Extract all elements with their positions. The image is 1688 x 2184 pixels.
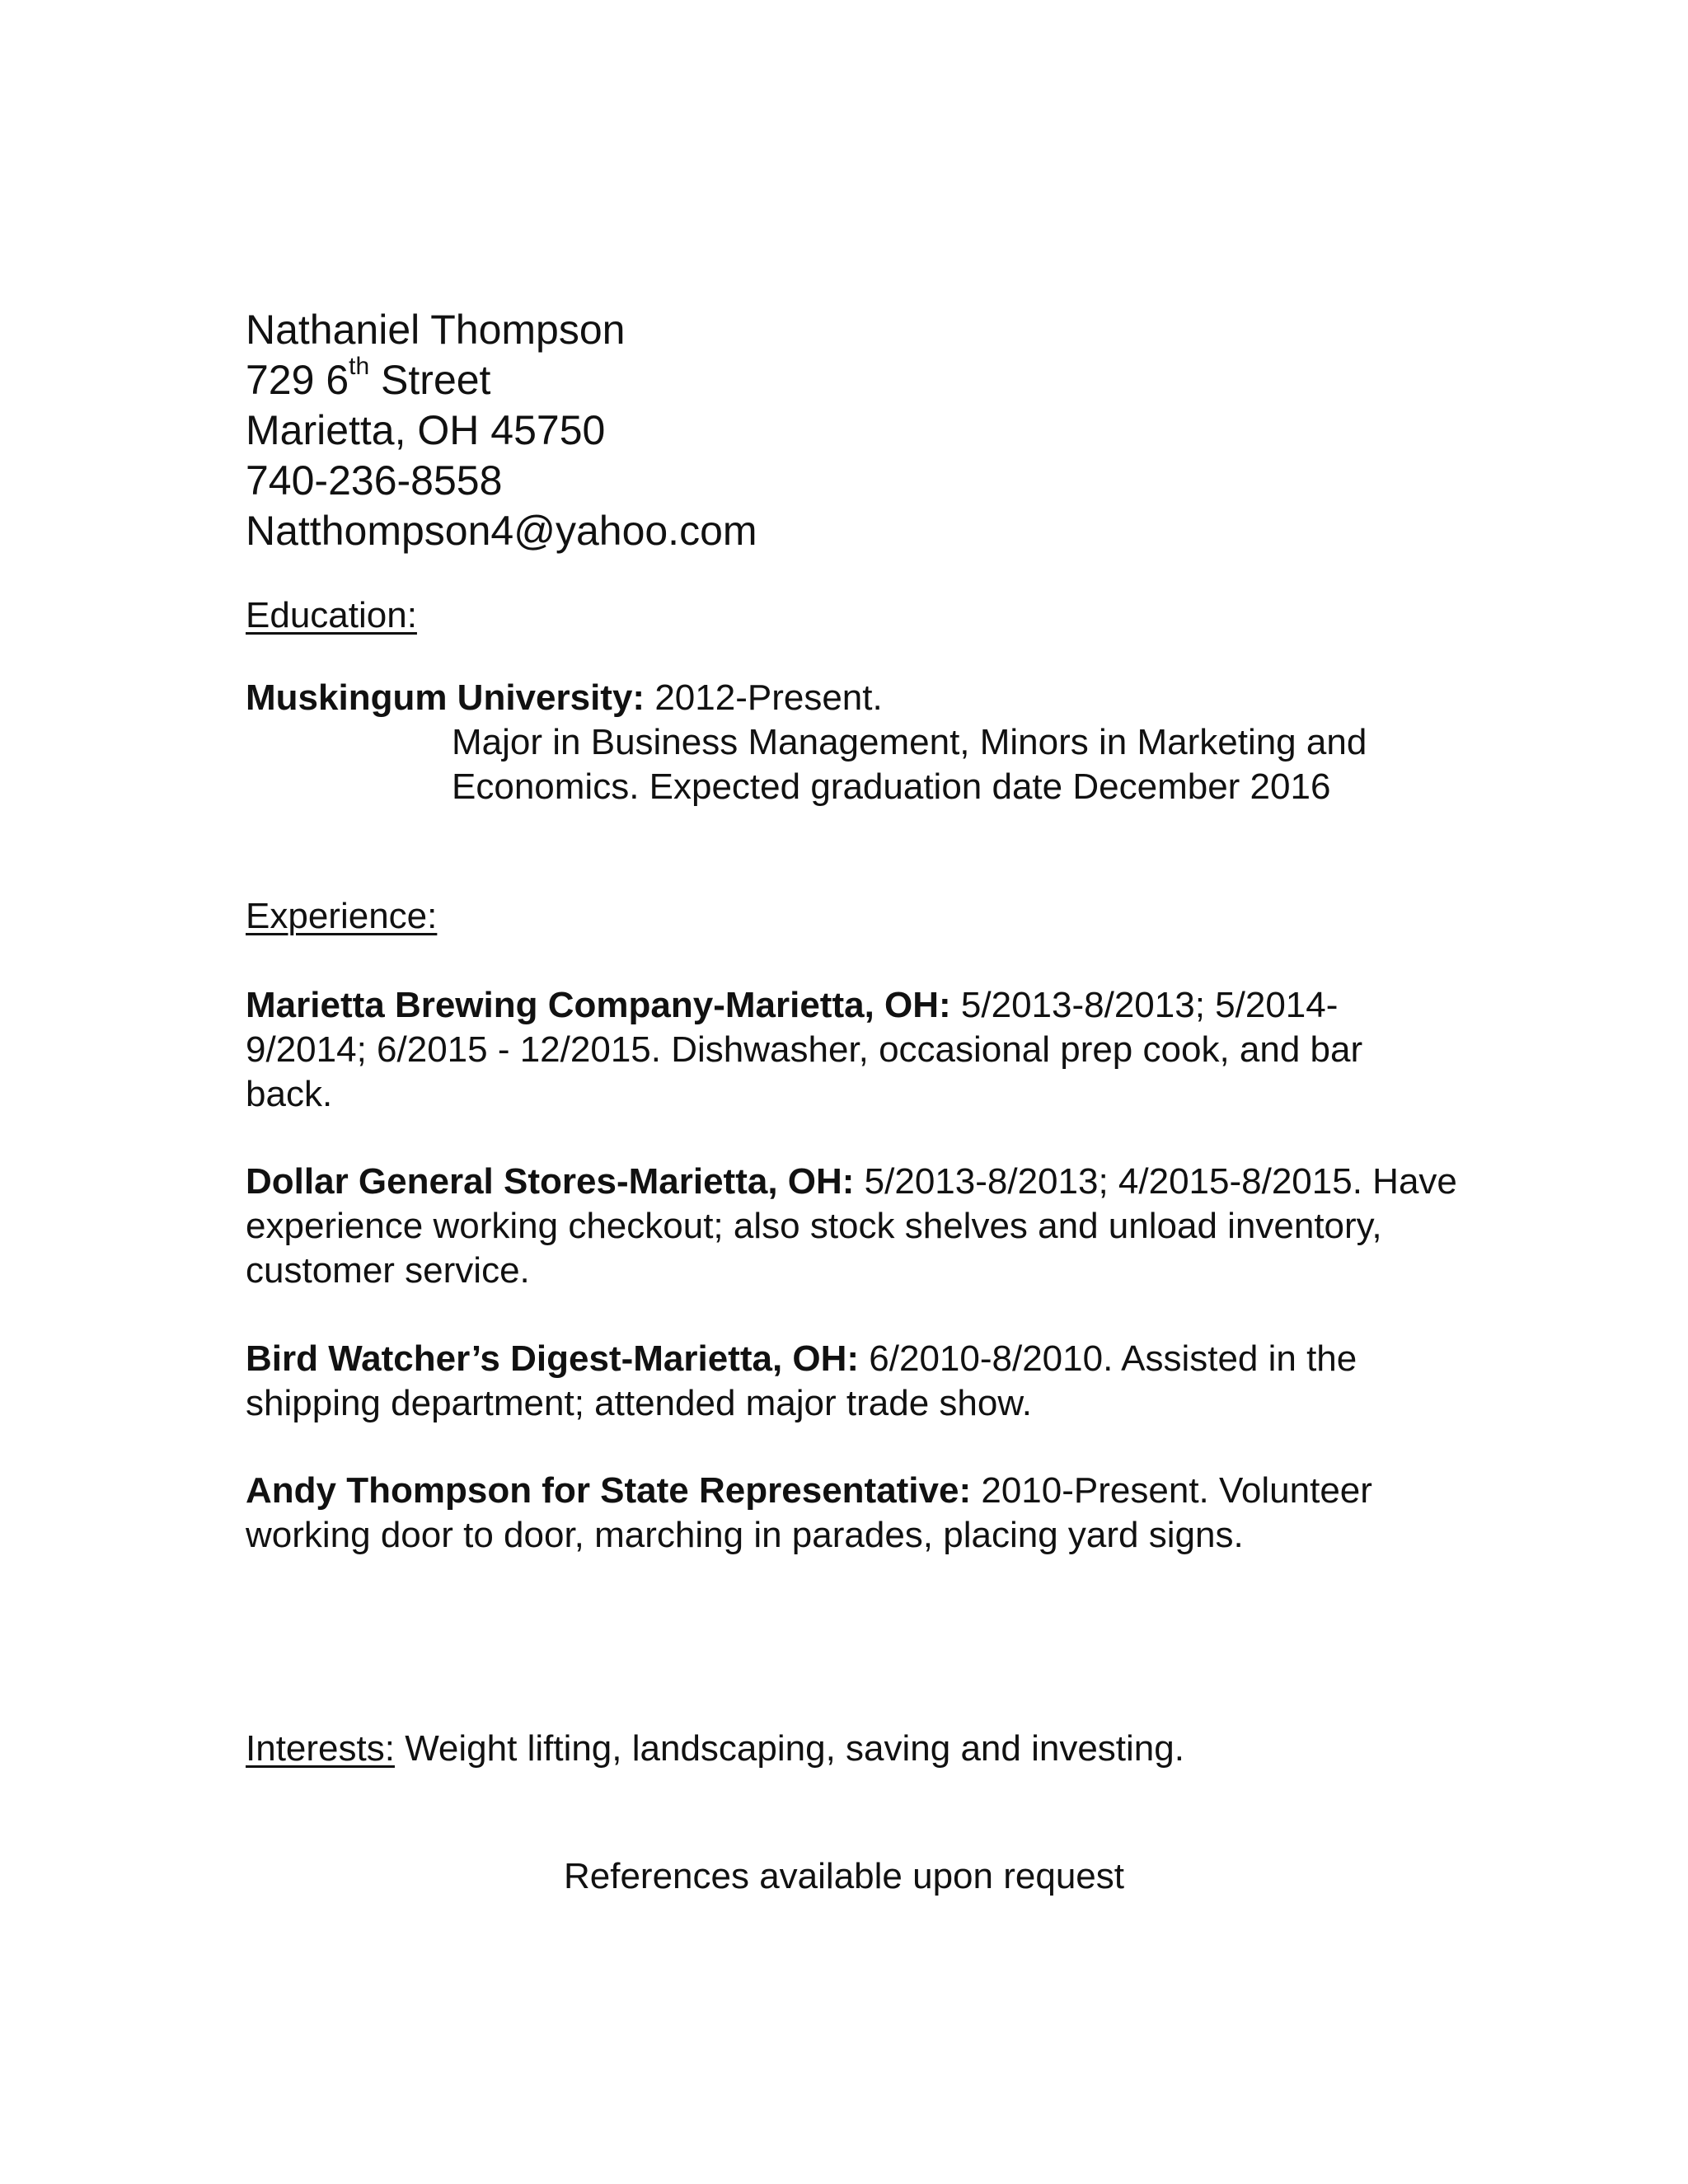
experience-org: Dollar General Stores-Marietta, OH: bbox=[246, 1161, 855, 1202]
experience-heading: Experience: bbox=[246, 896, 438, 936]
street-address bbox=[246, 355, 1441, 405]
experience-entry bbox=[246, 1469, 1457, 1558]
contact-block bbox=[246, 305, 1441, 556]
education-entry bbox=[246, 676, 1441, 720]
interests-heading: Interests: bbox=[246, 1728, 395, 1769]
experience-text: 6/2010-8/2010. Assisted in the shipping department; attended major trade show. bbox=[246, 1338, 1357, 1423]
education-detail-line-1: Major in Business Management, Minors in Marketing and bbox=[452, 722, 1367, 762]
experience-org: Bird Watcher’s Digest-Marietta, OH: bbox=[246, 1338, 860, 1379]
education-org: Muskingum University: bbox=[246, 677, 645, 718]
city-state-zip: Marietta, OH 45750 bbox=[246, 407, 606, 453]
interests-line bbox=[246, 1727, 1441, 1771]
education-heading: Education: bbox=[246, 595, 417, 635]
email-address: Natthompson4@yahoo.com bbox=[246, 508, 757, 554]
references-note: References available upon request bbox=[563, 1856, 1124, 1896]
experience-entry bbox=[246, 1160, 1457, 1293]
experience-org: Marietta Brewing Company-Marietta, OH: bbox=[246, 985, 951, 1025]
interests-text: Weight lifting, landscaping, saving and investing. bbox=[394, 1728, 1184, 1769]
experience-text: 5/2013-8/2013; 5/2014-9/2014; 6/2015 - 12/2015. Dishwasher, occasional prep cook, and bar back. bbox=[246, 985, 1363, 1114]
experience-entry bbox=[246, 983, 1457, 1117]
phone-number: 740-236-8558 bbox=[246, 457, 503, 504]
experience-entry bbox=[246, 1337, 1457, 1426]
experience-text: 5/2013-8/2013; 4/2015-8/2015. Have experience working checkout; also stock shelves and unload inventory, customer service. bbox=[246, 1161, 1457, 1291]
street-number: 729 6 bbox=[246, 357, 349, 403]
street-ordinal: th bbox=[349, 353, 370, 381]
education-dates: 2012-Present. bbox=[645, 677, 883, 718]
applicant-name: Nathaniel Thompson bbox=[246, 307, 626, 353]
experience-org: Andy Thompson for State Representative: bbox=[246, 1470, 972, 1511]
street-name: Street bbox=[369, 357, 491, 403]
experience-text: 2010-Present. Volunteer working door to door, marching in parades, placing yard signs. bbox=[246, 1470, 1372, 1555]
education-detail-line-2: Economics. Expected graduation date December 2016 bbox=[452, 766, 1331, 807]
